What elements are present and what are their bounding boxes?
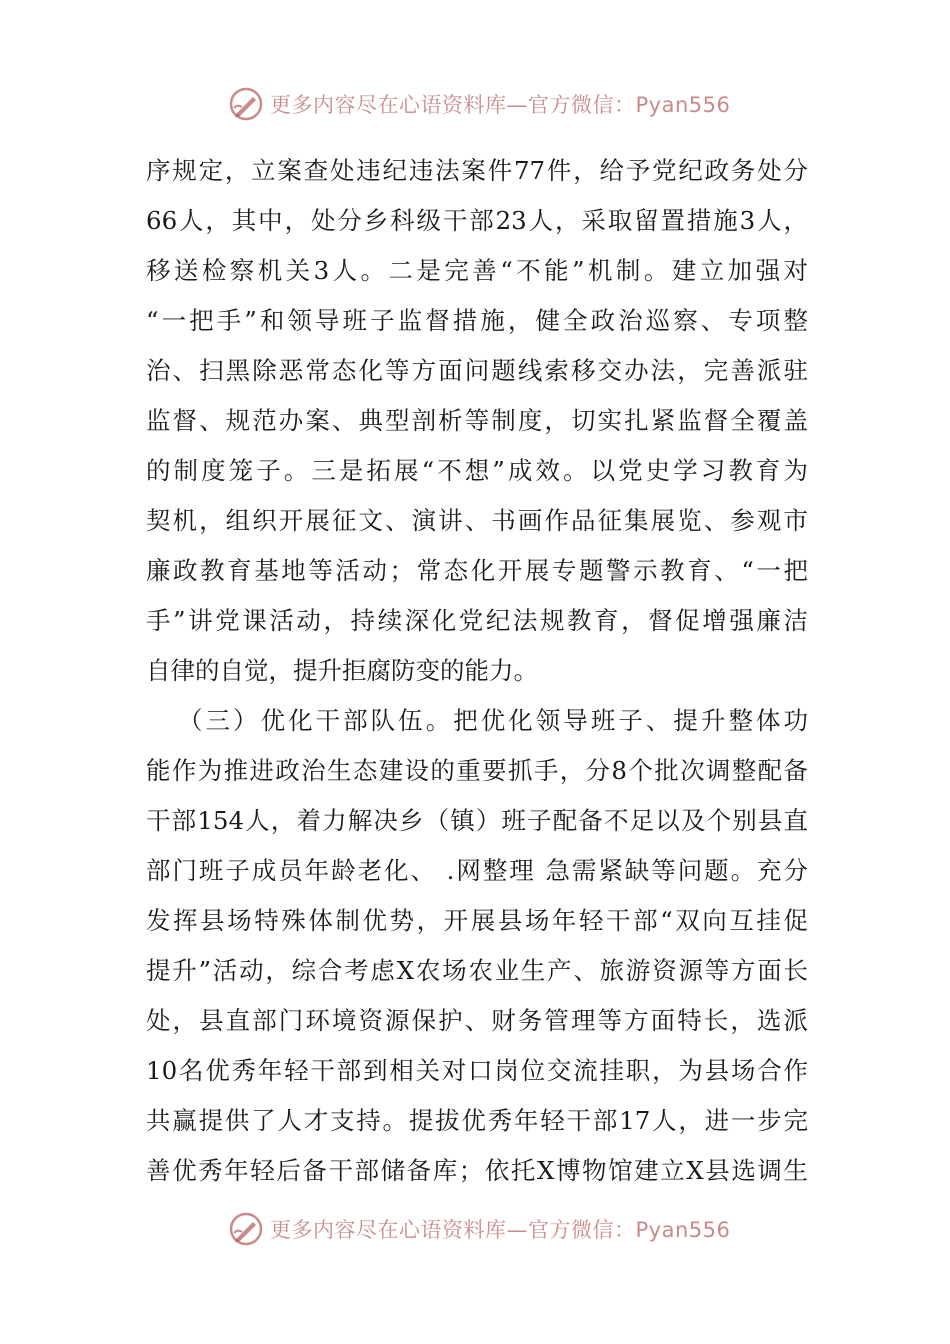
text-line: 能作为推进政治生态建设的重要抓手，分8个批次调整配备 (146, 756, 808, 785)
pen-logo-icon (228, 86, 264, 122)
header-watermark (228, 84, 730, 124)
text-line: 监督、规范办案、典型剖析等制度，切实扎紧监督全覆盖 (146, 406, 808, 435)
text-line: 移送检察机关3人。二是完善“不能”机制。建立加强对 (146, 256, 808, 285)
watermark-text: 更多内容尽在心语资料库—官方微信：Pyan556 (270, 1218, 731, 1242)
text-line: 治、扫黑除恶常态化等方面问题线索移交办法，完善派驻 (146, 356, 808, 385)
text-line: 手”讲党课活动，持续深化党纪法规教育，督促增强廉洁 (146, 606, 808, 635)
text-line: 自律的自觉，提升拒腐防变的能力。 (146, 656, 538, 685)
text-line: 部门班子成员年龄老化、 .网整理 急需紧缺等问题。充分 (146, 856, 808, 885)
text-line: “一把手”和领导班子监督措施，健全政治巡察、专项整 (146, 306, 808, 335)
text-line: 提升”活动，综合考虑X农场农业生产、旅游资源等方面长 (146, 956, 808, 985)
text-line: 66人，其中，处分乡科级干部23人，采取留置措施3人， (146, 206, 808, 235)
text-line: 10名优秀年轻干部到相关对口岗位交流挂职，为县场合作 (146, 1056, 808, 1085)
text-line: 的制度笼子。三是拓展“不想”成效。以党史学习教育为 (146, 456, 808, 485)
footer-watermark (228, 1209, 730, 1249)
text-line: 共赢提供了人才支持。提拔优秀年轻干部17人，进一步完 (146, 1106, 808, 1135)
watermark-text: 更多内容尽在心语资料库—官方微信：Pyan556 (270, 93, 731, 117)
pen-logo-icon (228, 1211, 264, 1247)
text-line: 干部154人，着力解决乡（镇）班子配备不足以及个别县直 (146, 806, 808, 835)
text-line: 契机，组织开展征文、演讲、书画作品征集展览、参观市 (146, 506, 808, 535)
text-line: 善优秀年轻后备干部储备库；依托X博物馆建立X县选调生 (146, 1156, 808, 1185)
section-heading-line: （三）优化干部队伍。把优化领导班子、提升整体功 (178, 706, 808, 735)
text-line: 廉政教育基地等活动；常态化开展专题警示教育、“一把 (146, 556, 808, 585)
document-body (146, 146, 808, 1196)
text-line: 发挥县场特殊体制优势，开展县场年轻干部“双向互挂促 (146, 906, 808, 935)
text-line: 序规定，立案查处违纪违法案件77件，给予党纪政务处分 (146, 156, 808, 185)
text-line: 处，县直部门环境资源保护、财务管理等方面特长，选派 (146, 1006, 808, 1035)
